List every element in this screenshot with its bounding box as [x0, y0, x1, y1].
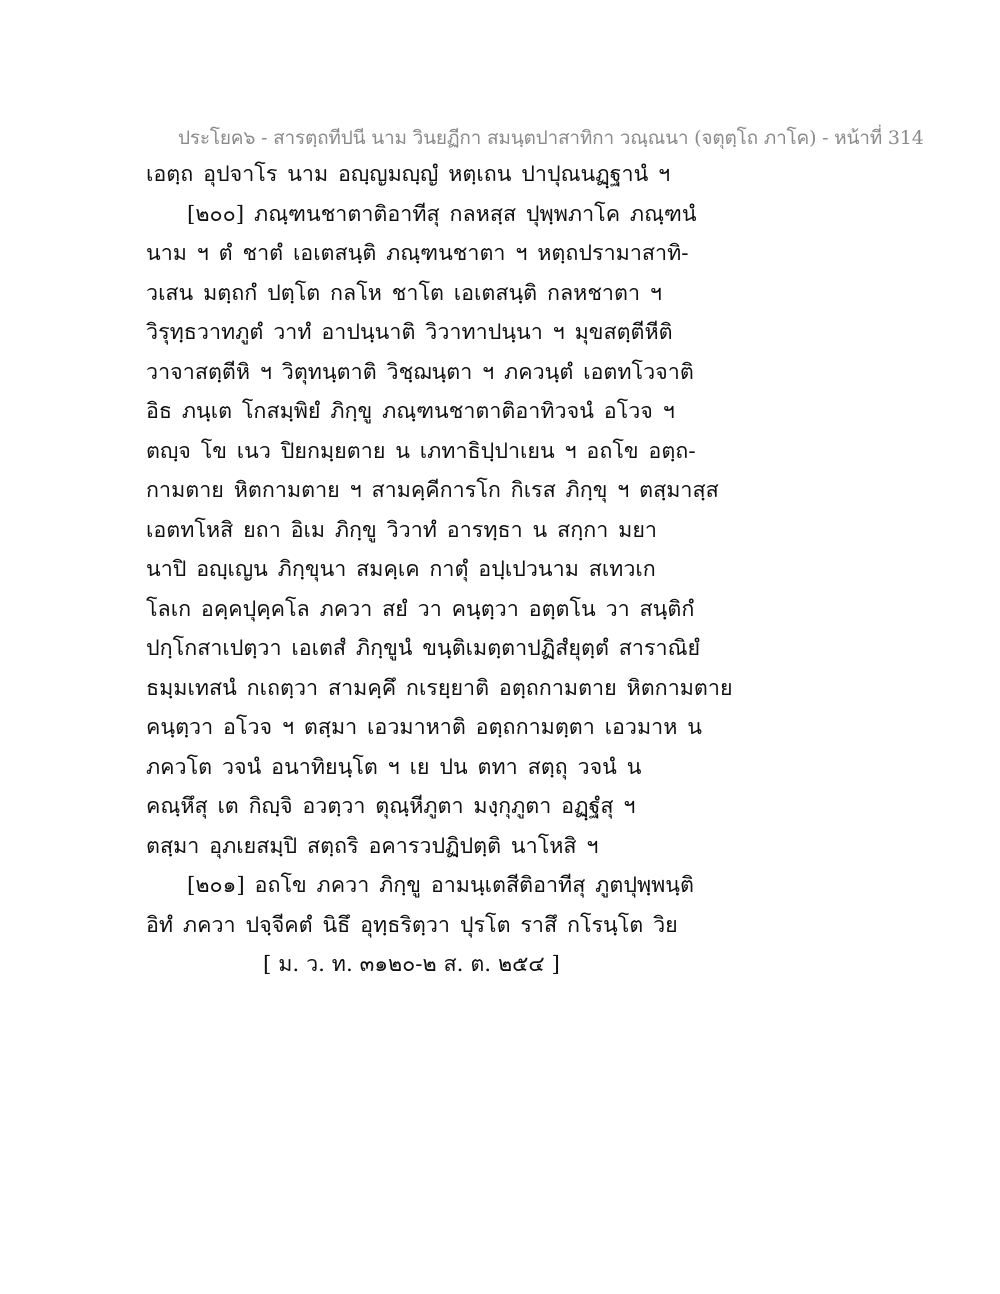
text-line: นาม ฯ ตํ ชาตํ เอเตสนฺติ ภณฺฑนชาตา ฯ หตฺถปรามาสาทิ- [146, 241, 689, 266]
text-line: ตญฺจ โข เนว ปิยกมฺยตาย น เภทาธิปฺปาเยน ฯ อถโข อตฺถ- [146, 438, 696, 464]
text-line: เอตทโหสิ ยถา อิเม ภิกฺขู วิวาทํ อารทฺธา น สกฺกา มยา [146, 517, 657, 543]
text-line: นาปิ อญฺเญน ภิกฺขุนา สมคฺเค กาตุํ อปฺเปวนาม สเทวเก [146, 557, 656, 582]
text-line: อิทํ ภควา ปจฺจีคตํ นิธึ อุทฺธริตฺวา ปุรโต ราสึ กโรนฺโต วิย [146, 912, 678, 938]
text-line: ภควโต วจนํ อนาทิยนฺโต ฯ เย ปน ตทา สตฺถุ วจนํ น [146, 754, 642, 780]
body-text [146, 155, 733, 985]
text-line: ธมฺมเทสนํ กเถตฺวา สามคฺคึ กเรยฺยาติ อตฺถกามตาย หิตกามตาย [146, 675, 733, 701]
paragraph-200-start: [๒๐๐] ภณฺฑนชาตาติอาทีสุ กลหสฺส ปุพฺพภาโค ภณฺฑนํ [187, 201, 697, 227]
text-line: โลเก อคฺคปุคฺคโล ภควา สยํ วา คนฺตฺวา อตฺตโน วา สนฺติกํ [146, 596, 695, 622]
text-line: วเสน มตฺถกํ ปตฺโต กลโห ชาโต เอเตสนฺติ กลหชาตา ฯ [146, 280, 662, 306]
page-header: ประโยค๖ - สารตฺถทีปนี นาม วินยฏีกา สมนฺตปาสาทิกา วณฺณนา (จตุตฺโถ ภาโค) - หน้าที่ 314 [178, 127, 924, 149]
text-line: เอตฺถ อุปจาโร นาม อญฺญมญฺญํ หตฺเถน ปาปุณนฏฺฐานํ ฯ [146, 162, 671, 187]
paragraph-201-start: [๒๐๑] อถโข ภควา ภิกฺขู อามนฺเตสีติอาทีสุ ภูตปุพฺพนฺติ [187, 873, 694, 898]
text-line: คณฺหึสุ เต กิญฺจิ อวตฺวา ตุณฺหีภูตา มงฺกุภูตา อฏฺฐํสุ ฯ [146, 794, 636, 819]
text-line: กามตาย หิตกามตาย ฯ สามคฺคีการโก กิเรส ภิกฺขุ ฯ ตสฺมาสฺส [146, 478, 719, 503]
text-line: ตสฺมา อุภเยสมฺปิ สตฺถริ อคารวปฏิปตฺติ นาโหสิ ฯ [146, 833, 599, 859]
text-line: คนฺตฺวา อโวจ ฯ ตสฺมา เอวมาหาติ อตฺถกามตฺตา เอวมาห น [146, 715, 702, 740]
text-line: วิรุทฺธวาทภูตํ วาทํ อาปนฺนาติ วิวาทาปนฺนา ฯ มุขสตฺตีหีติ [146, 320, 673, 345]
text-line: อิธ ภนฺเต โกสมฺพิยํ ภิกฺขู ภณฺฑนชาตาติอาทิวจนํ อโวจ ฯ [146, 399, 675, 424]
reference-note: [ ม. ว. ท. ๓๑๒๐-๒ ส. ต. ๒๕๔ ] [263, 952, 560, 977]
text-line: วาจาสตฺตีหิ ฯ วิตุทนฺตาติ วิชฺฌนฺตา ฯ ภควนฺตํ เอตทโวจาติ [146, 359, 694, 385]
text-line: ปกฺโกสาเปตฺวา เอเตสํ ภิกฺขูนํ ขนฺติเมตฺตาปฏิสํยุตฺตํ สาราณิยํ [146, 636, 701, 661]
